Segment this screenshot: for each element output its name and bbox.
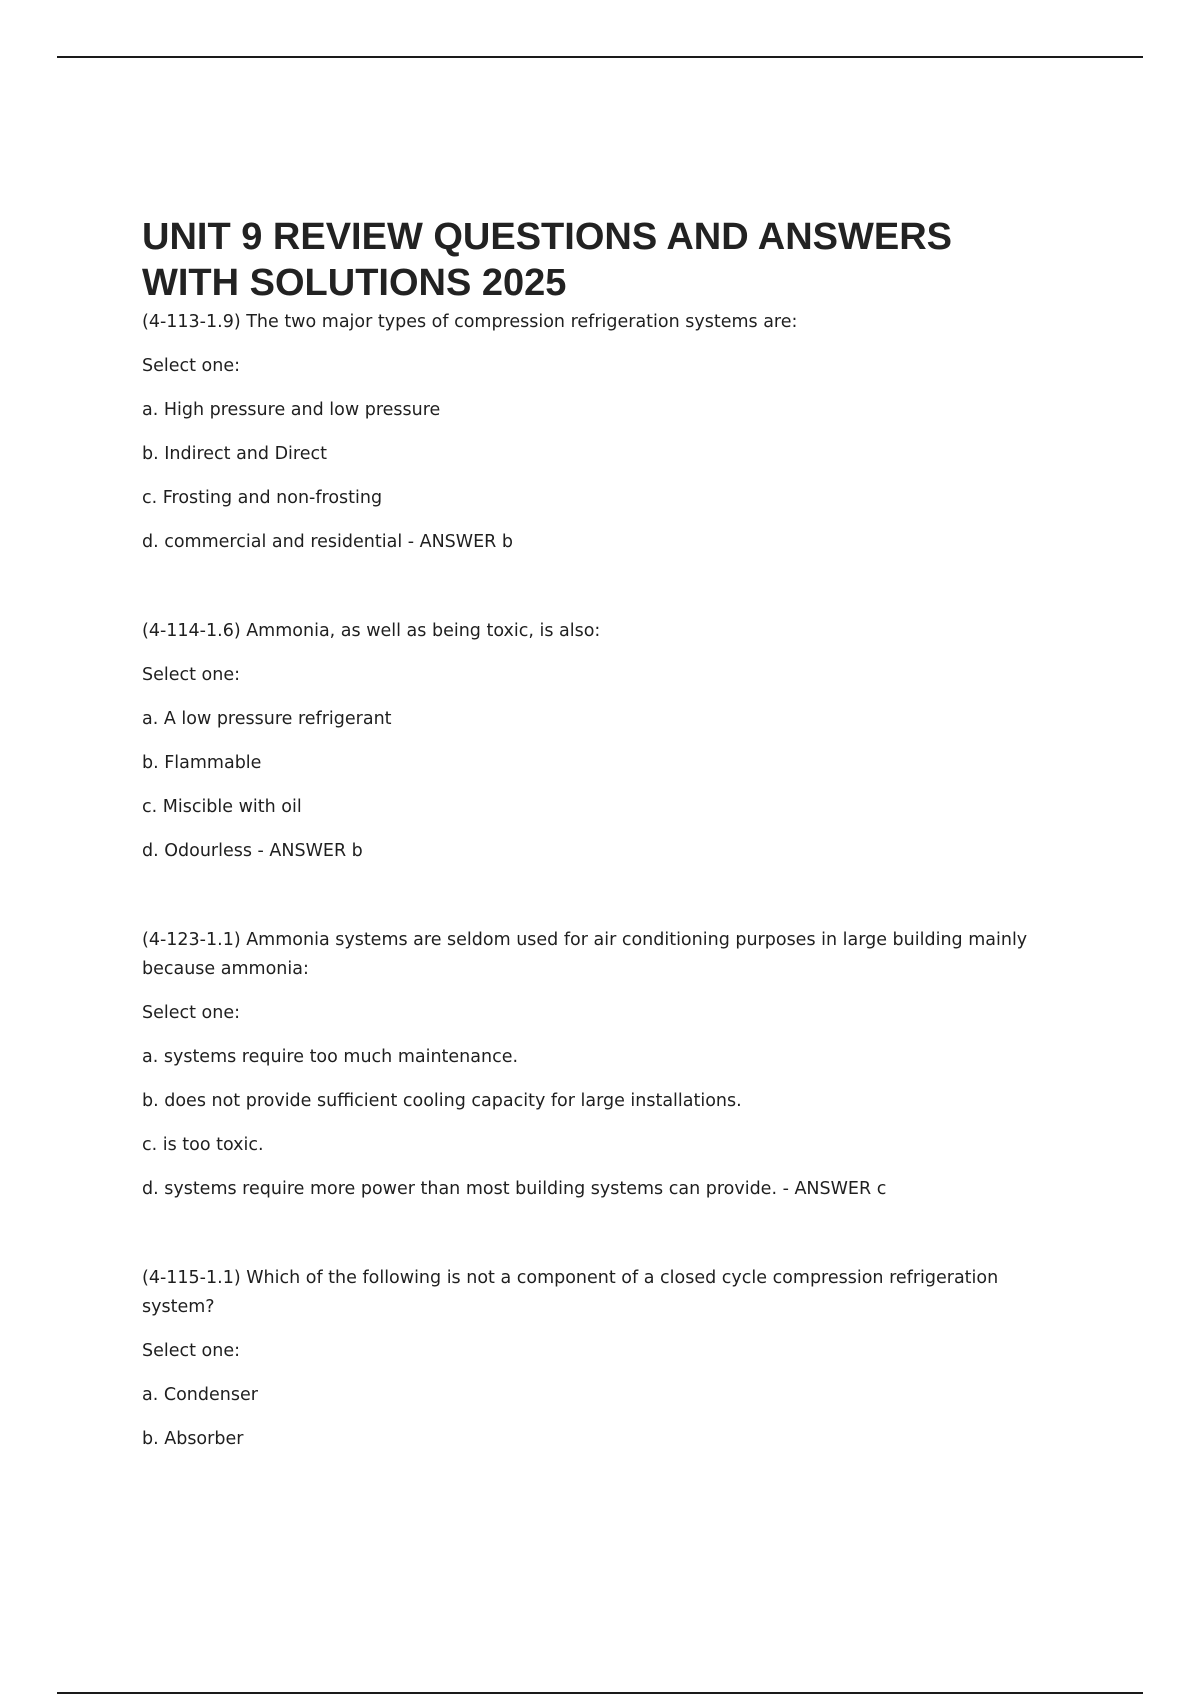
document-title	[142, 214, 1062, 306]
select-prompt: Select one:	[142, 1341, 241, 1361]
option-a: a. Condenser	[142, 1385, 258, 1405]
option-a: a. High pressure and low pressure	[142, 400, 441, 420]
question-block	[142, 617, 1062, 866]
option-b: b. Absorber	[142, 1429, 244, 1449]
question-block	[142, 1264, 1062, 1454]
option-d: d. Odourless - ANSWER b	[142, 841, 363, 861]
bottom-rule	[57, 1692, 1143, 1694]
option-c: c. is too toxic.	[142, 1135, 264, 1155]
document-body	[142, 214, 1062, 1454]
option-a: a. systems require too much maintenance.	[142, 1047, 519, 1067]
option-d: d. systems require more power than most building systems can provide. - ANSWER c	[142, 1179, 887, 1199]
option-b: b. Flammable	[142, 753, 262, 773]
select-prompt: Select one:	[142, 356, 241, 376]
title-line-1: UNIT 9 REVIEW QUESTIONS AND ANSWERS	[142, 216, 953, 258]
option-d: d. commercial and residential - ANSWER b	[142, 532, 513, 552]
option-b: b. does not provide sufficient cooling capacity for large installations.	[142, 1091, 742, 1111]
title-line-2: WITH SOLUTIONS 2025	[142, 262, 567, 304]
question-text: (4-113-1.9) The two major types of compression refrigeration systems are:	[142, 312, 798, 332]
question-text: (4-114-1.6) Ammonia, as well as being toxic, is also:	[142, 621, 601, 641]
select-prompt: Select one:	[142, 1003, 241, 1023]
question-block	[142, 308, 1062, 557]
question-text: (4-115-1.1) Which of the following is not a component of a closed cycle compression refrigeration system?	[142, 1268, 999, 1317]
select-prompt: Select one:	[142, 665, 241, 685]
top-rule	[57, 56, 1143, 58]
option-c: c. Miscible with oil	[142, 797, 302, 817]
option-a: a. A low pressure refrigerant	[142, 709, 392, 729]
option-c: c. Frosting and non-frosting	[142, 488, 383, 508]
option-b: b. Indirect and Direct	[142, 444, 327, 464]
question-block	[142, 926, 1062, 1204]
question-text: (4-123-1.1) Ammonia systems are seldom used for air conditioning purposes in large building mainly because ammonia:	[142, 930, 1028, 979]
